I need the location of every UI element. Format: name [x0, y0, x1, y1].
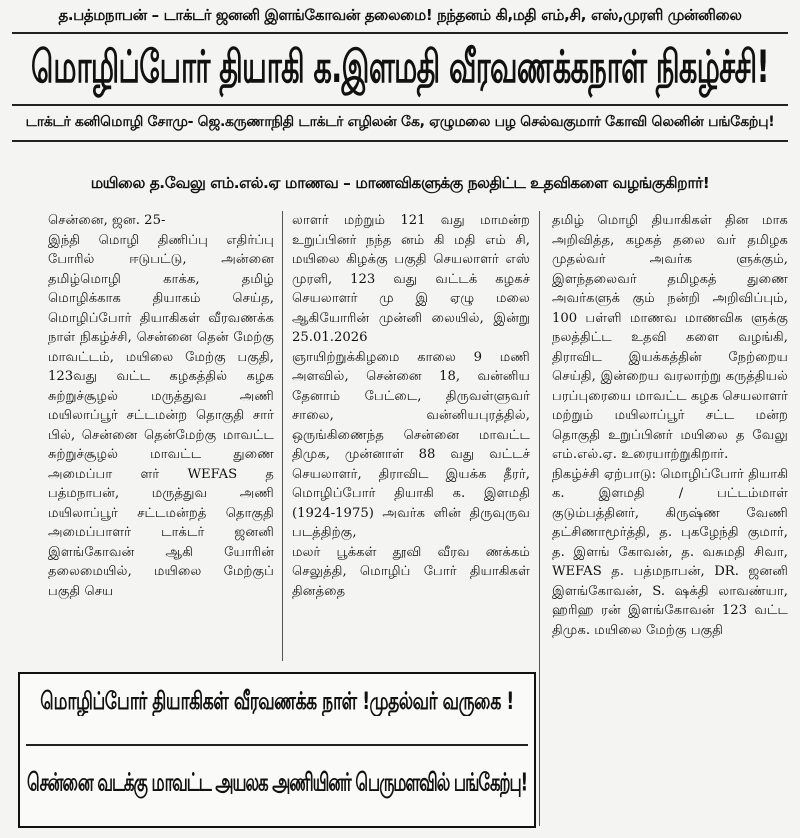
article-column-3: தமிழ் மொழி தியாகிகள் தின மாக அறிவித்த, கழகத் தலை வர் தமிழக முதல்வர் அவர்க ளுக்கும், இளந்தலைவர் தமிழகத் துணை அவர்களுக் கும் நன்றி அறிவிப்பும், 100 பள்ளி மாணவ மாணவிக ளுக்கு நலத்திட்ட உதவி களை வழங்கி, திராவிட இயக்கத்தின் நேற்றைய செய்தி, இன்றைய வரலாற்று கருத்தியல் பரப்புரையை மாவட்ட கழக செயலாளர் மற்றும் மயிலாப்பூர் சட்ட மன்ற தொகுதி உறுப்பினர் மயிலை த வேலு எம்.எல்.ஏ. உரையாற்றுகிறார். நிகழ்ச்சி ஏற்பாடு: மொழிப்போர் தியாகி க. இளமதி / பட்டம்மாள் குடும்பத்தினர், கிருஷ்ண வேணி தட்சிணாமூர்த்தி, த. புகழேந்தி குமார், த. இளங் கோவன், த. வசுமதி சிவா, WEFAS த. பத்மநாபன், DR. ஜனனி இளங்கோவன், S. ஷக்தி லாவண்யா, ஹரிஹ ரன் இளங்கோவன் 123 வட்ட திமுக. மயிலை மேற்கு பகுதி — [552, 213, 788, 638]
article-column-2: லாளர் மற்றும் 121 வது மாமன்ற உறுப்பினர் நந்த னம் கி மதி எம் சி, மயிலை கிழக்கு பகுதி செயலாளர் எஸ் முரளி, 123 வது வட்டக் கழகச் செயலாளர் மு இ ஏழு மலை ஆகியோரின் முன்னி லையில், இன்று 25.01.2026 ஞாயிற்றுக்கிழமை காலை 9 மணி அளவில், சென்னை 18, வன்னிய தேனாம் பேட்டை, திருவள்ளுவர் சாலை, வன்னியபுரத்தில், ஒருங்கிணைந்த சென்னை மாவட்ட திமுக, முன்னாள் 88 வது வட்டச் செயலாளர், திராவிட இயக்க தீரர், மொழிப்போர் தியாகி க. இளமதி (1924-1975) அவர்க ளின் திருவுருவ படத்திற்கு, மலர் பூக்கள் தூவி வீரவ ணக்கம் செலுத்தி, மொழிப் போர் தியாகிகள் தினத்தை — [292, 213, 530, 599]
announcement-line-1: மொழிப்போர் தியாகிகள் வீரவணக்க நாள் !முதல்வர் வருகை ! — [40, 688, 514, 716]
column-divider-1 — [282, 211, 283, 661]
announcement-box — [18, 672, 536, 828]
rule-top — [12, 32, 788, 34]
headline-main: மொழிப்போர் தியாகி க.இளமதி வீரவணக்கநாள் நிகழ்ச்சி! — [31, 40, 769, 93]
headline-top: த.பத்மநாபன் – டாக்டர் ஜனனி இளங்கோவன் தலைமை! நந்தனம் கி,மதி எம்,சி, எஸ்,முரளி முன்னிலை — [58, 6, 742, 24]
rule-sub — [12, 140, 788, 142]
article-column-1: சென்னை, ஜன. 25- இந்தி மொழி திணிப்பு எதிர்ப்பு போரில் ஈடுபட்டு, அன்னை தமிழ்மொழி காக்க, தமிழ் மொழிக்காக தியாகம் செய்த, மொழிப்போர் தியாகிகள் வீரவணக்க நாள் நிகழ்ச்சி, சென்னை தென் மேற்கு மாவட்டம், மயிலை மேற்கு பகுதி, 123வது வட்ட கழகத்தில் கழக சுற்றுச்சூழல் மருத்துவ அணி மயிலாப்பூர் சட்டமன்ற தொகுதி சார் பில், சென்னை தென்மேற்கு மாவட்ட சுற்றுச்சூழல் மாவட்ட துணை அமைப்பா ளர் WEFAS த பத்மநாபன், மருத்துவ அணி மயிலாப்பூர் சட்டமன்றத் தொகுதி அமைப்பாளர் டாக்டர் ஜனனி இளங்கோவன் ஆகி யோரின் தலைமையில், மயிலை மேற்குப் பகுதி செய — [48, 213, 274, 599]
announcement-line-2: சென்னை வடக்கு மாவட்ட அயலக அணியினர் பெருமளவில் பங்கேற்பு! — [26, 768, 528, 797]
headline-deck: மயிலை த.வேலு எம்.எல்.ஏ மாணவ – மாணவிகளுக்கு நலதிட்ட உதவிகளை வழங்குகிறார்! — [90, 174, 710, 192]
column-divider-2 — [539, 211, 540, 826]
headline-sub: டாக்டர் கனிமொழி சோமு- ஜெ.கருணாநிதி டாக்டர் எழிலன் கே, ஏழுமலை பழ செல்வகுமார் கோவி லெனின் பங்கேற்பு! — [25, 114, 775, 130]
rule-main — [12, 104, 788, 106]
